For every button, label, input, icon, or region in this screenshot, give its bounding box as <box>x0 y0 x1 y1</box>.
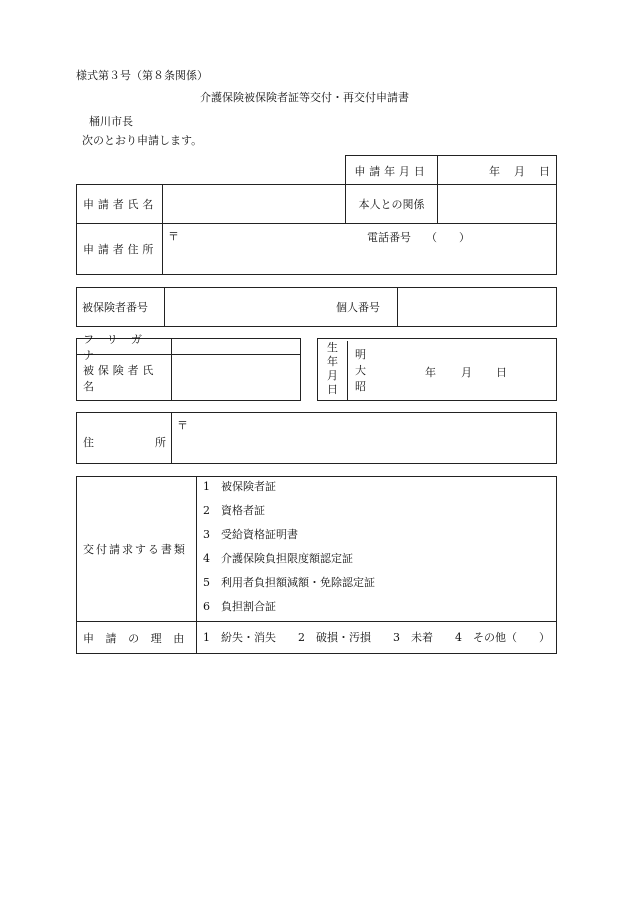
insured-name-box <box>76 332 301 401</box>
phone-label: 電話番号 <box>367 231 411 244</box>
month-label: 月 <box>514 164 525 178</box>
application-date-box <box>345 155 557 184</box>
furigana-label: フリガナ <box>83 332 156 362</box>
relation-field[interactable] <box>438 185 556 224</box>
birth-month-label: 月 <box>461 366 472 379</box>
reason-label: 申請の理由 <box>83 631 196 645</box>
doc-option-3[interactable]: 3 受給資格証明書 <box>203 528 298 541</box>
intro-text: 次のとおり申請します。 <box>82 134 203 147</box>
reason-options[interactable]: 1 紛失・消失 2 破損・汚損 3 未着 4 その他（ ） <box>203 631 550 644</box>
doc-option-1[interactable]: 1 被保険者証 <box>203 480 276 493</box>
birth-day-label: 日 <box>496 366 507 379</box>
personal-number-field[interactable] <box>398 288 556 326</box>
address-label-char-1: 住 <box>83 436 94 449</box>
doc-option-5[interactable]: 5 利用者負担額減額・免除認定証 <box>203 576 375 589</box>
birth-date-box <box>317 338 557 401</box>
relation-label: 本人との関係 <box>358 198 425 211</box>
insured-address-field[interactable] <box>172 413 556 463</box>
insured-name-label: 被保険者氏名 <box>83 363 158 393</box>
year-label: 年 <box>489 164 500 178</box>
applicant-table <box>76 184 557 275</box>
phone-parens: （ ） <box>426 231 470 244</box>
personal-number-label: 個人番号 <box>336 301 380 314</box>
form-number: 様式第３号（第８条関係） <box>76 69 208 82</box>
postal-mark-icon: 〒 <box>177 419 188 432</box>
application-date-field[interactable] <box>438 156 558 185</box>
era-options[interactable]: 明 大 昭 <box>355 348 366 393</box>
applicant-address-label: 申請者住所 <box>83 243 158 256</box>
postal-mark-icon: 〒 <box>168 230 179 243</box>
request-section <box>76 476 557 654</box>
insured-address-row <box>76 412 557 464</box>
application-date-label: 申請年月日 <box>354 164 429 178</box>
birth-year-label: 年 <box>425 366 436 379</box>
addressee: 桶川市長 <box>89 115 133 128</box>
doc-option-2[interactable]: 2 資格者証 <box>203 504 265 517</box>
docs-list <box>197 477 556 622</box>
address-label-char-2: 所 <box>155 436 166 449</box>
insured-number-label: 被保険者番号 <box>82 301 148 314</box>
doc-option-6[interactable]: 6 負担割合証 <box>203 600 276 613</box>
doc-option-4[interactable]: 4 介護保険負担限度額認定証 <box>203 552 353 565</box>
applicant-address-field[interactable] <box>163 224 556 274</box>
birth-date-label: 生 年 月 日 <box>318 341 348 400</box>
insured-name-field[interactable] <box>172 355 300 400</box>
insured-number-row <box>76 287 557 327</box>
day-label: 日 <box>539 164 550 178</box>
applicant-section <box>76 155 557 275</box>
applicant-name-field[interactable] <box>163 185 346 224</box>
furigana-field[interactable] <box>172 339 300 355</box>
docs-label: 交付請求する書類 <box>83 543 187 556</box>
form-title: 介護保険被保険者証等交付・再交付申請書 <box>200 91 409 104</box>
applicant-name-label: 申請者氏名 <box>83 198 158 211</box>
